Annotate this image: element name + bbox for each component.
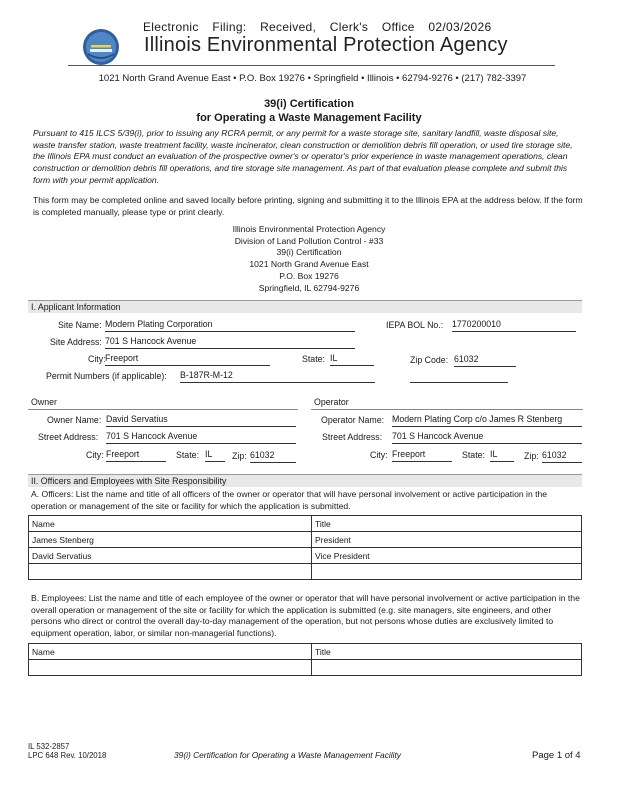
site-address-field[interactable]: 701 S Hancock Avenue	[105, 336, 355, 349]
permit-numbers-field[interactable]: B-187R-M-12	[180, 370, 375, 383]
iepa-bol-field[interactable]: 1770200010	[452, 319, 576, 332]
operator-zip-field[interactable]: 61032	[542, 450, 582, 463]
table-row	[29, 564, 582, 580]
employees-name-header: Name	[29, 644, 312, 660]
mail-line: 1021 North Grand Avenue East	[249, 259, 369, 270]
site-address-label: Site Address:	[50, 337, 102, 347]
officer-name-cell[interactable]: David Servatius	[29, 548, 312, 564]
operator-state-label: State:	[462, 450, 485, 460]
table-header-row	[29, 516, 582, 532]
employee-title-cell[interactable]	[312, 660, 582, 676]
form-code: IL 532-2857	[28, 742, 70, 751]
owner-street-label: Street Address:	[38, 432, 99, 442]
owner-name-label: Owner Name:	[47, 415, 102, 425]
mail-line: P.O. Box 19276	[279, 270, 339, 281]
form-title-line1: 39(i) Certification	[264, 98, 354, 110]
table-row	[29, 660, 582, 676]
form-title	[0, 97, 618, 125]
owner-city-field[interactable]: Freeport	[106, 449, 166, 462]
operator-street-field[interactable]: 701 S Hancock Avenue	[392, 431, 582, 444]
section-officers-header: II. Officers and Employees with Site Responsibility	[28, 474, 582, 487]
stamp-word: Electronic	[143, 20, 199, 34]
iepa-bol-label: IEPA BOL No.:	[386, 320, 444, 330]
owner-name-field[interactable]: David Servatius	[106, 414, 296, 427]
officers-instructions: A. Officers: List the name and title of all officers of the owner or operator that will have personal involvement or active participation in the operation or management of the site or facility for which the application is submitted.	[31, 489, 548, 511]
agency-name: Illinois Environmental Protection Agency	[144, 34, 508, 56]
owner-heading: Owner	[31, 397, 57, 407]
owner-city-label: City:	[86, 450, 104, 460]
stamp-word: Clerk's	[329, 20, 369, 34]
iepa-seal-logo	[82, 28, 120, 66]
officers-title-header: Title	[312, 516, 582, 532]
owner-zip-label: Zip:	[232, 451, 247, 461]
officer-name-cell[interactable]: James Stenberg	[29, 532, 312, 548]
operator-name-field[interactable]: Modern Plating Corp c/o James R Stenberg	[392, 414, 582, 427]
permit-numbers-label: Permit Numbers (if applicable):	[46, 371, 167, 381]
section-applicant-header: I. Applicant Information	[28, 300, 582, 313]
operator-name-label: Operator Name:	[321, 415, 385, 425]
form-title-line2: for Operating a Waste Management Facility	[196, 112, 422, 124]
operator-city-field[interactable]: Freeport	[392, 449, 452, 462]
officers-table	[28, 515, 582, 580]
mail-line: Division of Land Pollution Control - #33	[234, 235, 384, 246]
officers-name-header: Name	[29, 516, 312, 532]
operator-street-label: Street Address:	[322, 432, 383, 442]
stamp-word: Office	[381, 20, 415, 34]
stamp-word: Received,	[260, 20, 317, 34]
owner-state-field[interactable]: IL	[205, 449, 225, 462]
officer-name-cell[interactable]	[29, 564, 312, 580]
site-state-label: State:	[302, 354, 325, 364]
owner-divider	[28, 409, 298, 410]
footer-form-title: 39(i) Certification for Operating a Waste Management Facility	[174, 750, 401, 760]
operator-heading: Operator	[314, 397, 349, 407]
officer-title-cell[interactable]: Vice President	[312, 548, 582, 564]
operator-divider	[311, 409, 583, 410]
form-revision: LPC 648 Rev. 10/2018	[28, 751, 107, 760]
owner-state-label: State:	[176, 450, 199, 460]
table-row	[29, 548, 582, 564]
site-zip-field[interactable]: 61032	[454, 354, 516, 367]
statutory-intro: Pursuant to 415 ILCS 5/39(i), prior to issuing any RCRA permit, or any permit for a waste storage site, sanitary landfill, waste disposal site, waste transfer station, waste treatment facility, waste incinerator, clean construction or demolition debris fill operation, or used tire storage site, the Illinois EPA must conduct an evaluation of the prospective owner's or operator's prior experience in waste management operations, clean construction or demolition debris fill operations, and tire storage site management. As part of that evaluation please complete and submit this form with your permit application.	[33, 128, 573, 185]
operator-city-label: City:	[370, 450, 388, 460]
mail-line: Illinois Environmental Protection Agency	[232, 224, 386, 234]
officer-title-cell[interactable]: President	[312, 532, 582, 548]
site-city-label: City:	[88, 354, 106, 364]
form-instructions: This form may be completed online and saved locally before printing, signing and submitting it to the Illinois EPA at the address below. If the form is completed manually, please type or print clearly.	[33, 195, 583, 217]
site-city-field[interactable]: Freeport	[105, 353, 270, 366]
officer-title-cell[interactable]	[312, 564, 582, 580]
operator-state-field[interactable]: IL	[490, 449, 514, 462]
stamp-date: 02/03/2026	[428, 20, 492, 34]
employees-table	[28, 643, 582, 676]
header-divider	[68, 65, 555, 66]
permit-numbers-extra-field[interactable]	[410, 370, 508, 383]
owner-street-field[interactable]: 701 S Hancock Avenue	[106, 431, 296, 444]
operator-zip-label: Zip:	[524, 451, 539, 461]
employee-name-cell[interactable]	[29, 660, 312, 676]
site-name-field[interactable]: Modern Plating Corporation	[105, 319, 355, 332]
employees-instructions: B. Employees: List the name and title of each employee of the owner or operator that will have personal involvement or active participation in the overall operation or management of the site or facility for which the application is submitted (e.g. site managers, site engineers, and other persons who direct or control the overall day-to-day management of the operation, but not persons whose duties are exclusively limited to equipment operation, labor, or similar non-managerial functions).	[31, 593, 580, 638]
table-header-row	[29, 644, 582, 660]
electronic-filing-stamp	[143, 20, 501, 34]
site-zip-label: Zip Code:	[410, 355, 449, 365]
page-number: Page 1 of 4	[532, 750, 581, 761]
agency-address: 1021 North Grand Avenue East • P.O. Box 19276 • Springfield • Illinois • 62794-9276 • (217) 782-3397	[98, 73, 527, 84]
table-row	[29, 532, 582, 548]
stamp-word: Filing:	[212, 20, 247, 34]
site-name-label: Site Name:	[58, 320, 102, 330]
mail-line: 39(i) Certification	[276, 247, 342, 258]
mailing-address-block	[0, 224, 618, 294]
employees-title-header: Title	[312, 644, 582, 660]
owner-zip-field[interactable]: 61032	[250, 450, 296, 463]
site-state-field[interactable]: IL	[330, 353, 374, 366]
mail-line: Springfield, IL 62794-9276	[258, 282, 360, 293]
